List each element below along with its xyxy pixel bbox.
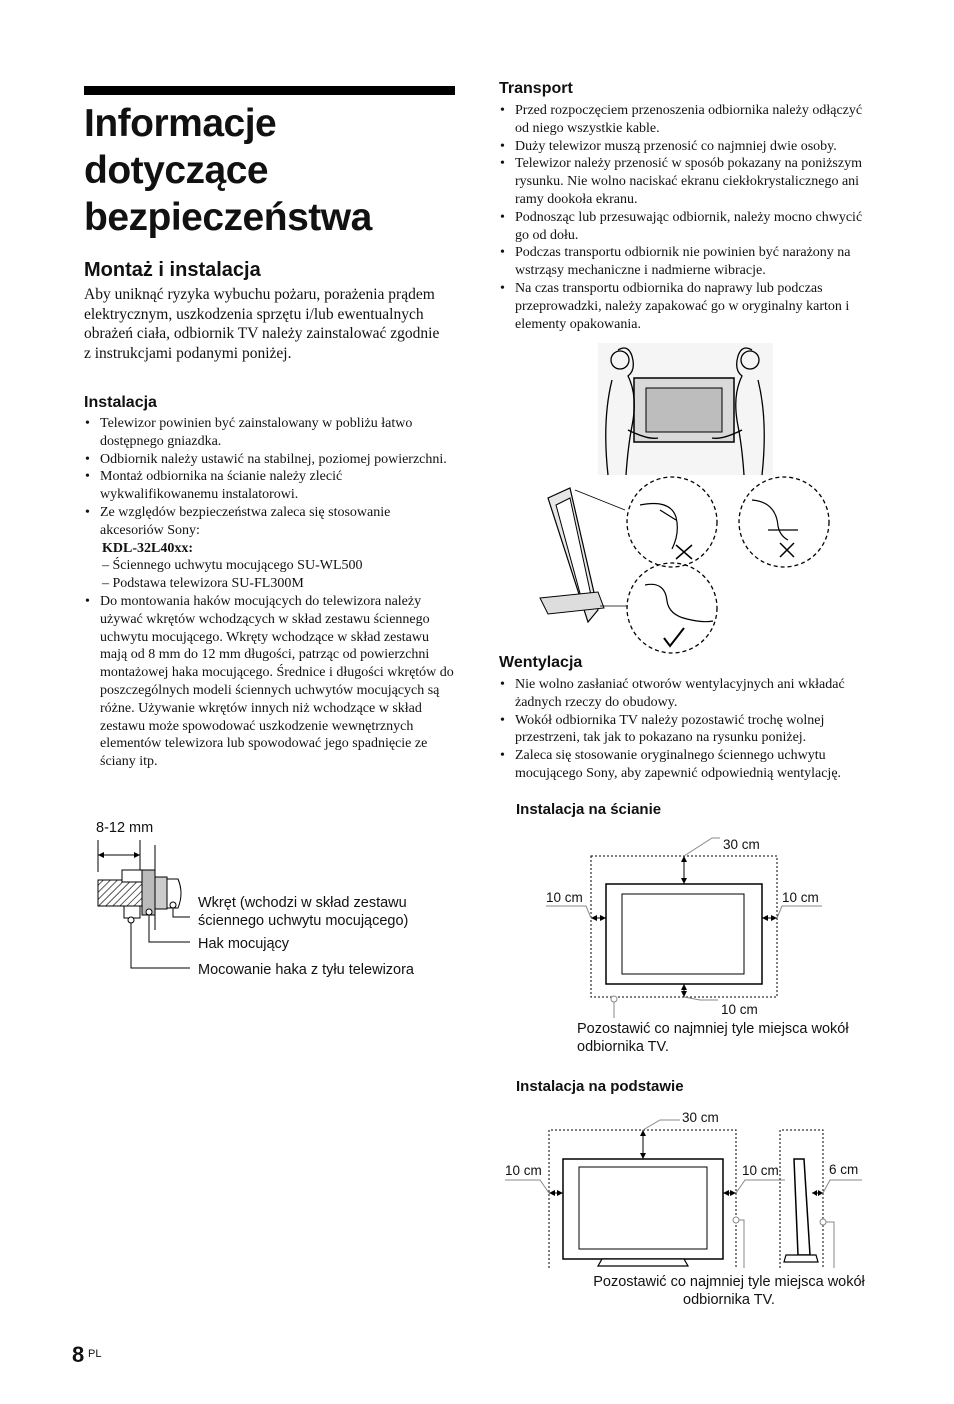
list-item: • Podczas transportu odbiornik nie powinien być narażony na wstrząsy mechaniczne i nadmierne wibracje.	[499, 244, 874, 280]
list-item: • Telewizor powinien być zainstalowany w pobliżu łatwo dostępnego gniazdka.	[84, 415, 456, 451]
montaz-intro: Aby uniknąć ryzyka wybuchu pożaru, porażenia prądem elektrycznym, uszkodzenia sprzętu i/lub ewentualnych obrażeń ciała, odbiornik TV należy zainstalować zgodnie z instrukcjami podanymi poniżej.	[84, 286, 440, 362]
list-item: • Ze względów bezpieczeństwa zaleca się stosowanie akcesoriów Sony:	[84, 504, 456, 540]
wall-right-clearance: 10 cm	[782, 890, 819, 905]
section-heading-montaz: Montaż i instalacja	[84, 259, 261, 281]
stand-caption: Pozostawić co najmniej tyle miejsca wokół odbiornika TV.	[593, 1274, 865, 1308]
list-item: • Wokół odbiornika TV należy pozostawić trochę wolnej przestrzeni, tak jak to pokazano na rysunku poniżej.	[499, 712, 874, 748]
subheading-transport: Transport	[499, 80, 573, 97]
stand-side-clearance: 6 cm	[829, 1162, 859, 1177]
language-code: PL	[88, 1348, 102, 1360]
stand-top-clearance: 30 cm	[682, 1110, 719, 1125]
hook-mount-label: Mocowanie haka z tyłu telewizora	[198, 962, 414, 978]
stand-left-clearance: 10 cm	[505, 1163, 542, 1178]
subheading-instalacja: Instalacja	[84, 394, 157, 411]
list-item: • Duży telewizor muszą przenosić co najmniej dwie osoby.	[499, 138, 874, 156]
list-item: • Montaż odbiornika na ścianie należy zlecić wykwalifikowanemu instalatorowi.	[84, 468, 456, 504]
wall-bottom-clearance: 10 cm	[721, 1002, 758, 1017]
list-item: • Odbiornik należy ustawić na stabilnej, poziomej powierzchni.	[84, 451, 456, 469]
list-item: • Zaleca się stosowanie oryginalnego ściennego uchwytu mocującego Sony, aby zapewnić odpowiednią wentylację.	[499, 747, 874, 783]
accessory-item: – Ściennego uchwytu mocującego SU-WL500	[102, 558, 363, 574]
hook-label: Hak mocujący	[198, 936, 290, 952]
wall-left-clearance: 10 cm	[546, 890, 583, 905]
page-number: 8	[72, 1342, 85, 1367]
wall-caption: Pozostawić co najmniej tyle miejsca wokół odbiornika TV.	[577, 1021, 849, 1055]
heading-wall-install: Instalacja na ścianie	[516, 801, 662, 818]
model-number: KDL-32L40xx:	[102, 540, 193, 556]
screw-dimension-label: 8-12 mm	[96, 820, 154, 836]
page-title: Informacje dotyczące bezpieczeństwa	[84, 102, 372, 239]
list-item: • Do montowania haków mocujących do telewizora należy używać wkrętów wchodzących w skład zestawu ściennego uchwytu mocującego. Wkręty wchodzące w skład zestawu mają od 8 mm do 12 mm długości, patrząc od powierzchni montażowej haka mocującego. Średnice i długości wkrętów do poszczególnych modeli ściennych uchwytów mocujących są różne. Używanie wkrętów innych niż wchodzące w skład zestawu może spowodować uszkodzenie wewnętrznych elementów telewizora lub spowodować jego spadnięcie ze ściany itp.	[84, 593, 456, 771]
list-item: • Telewizor należy przenosić w sposób pokazany na poniższym rysunku. Nie wolno naciskać ekranu ciekłokrystalicznego ani ramy dookoła ekranu.	[499, 155, 874, 208]
list-item: • Na czas transportu odbiornika do naprawy lub podczas przeprowadzki, należy zapakować go w oryginalny karton i elementy opakowania.	[499, 280, 874, 333]
list-item: • Przed rozpoczęciem przenoszenia odbiornika należy odłączyć od niego wszystkie kable.	[499, 102, 874, 138]
stand-right-clearance: 10 cm	[742, 1163, 779, 1178]
accessory-item: – Podstawa telewizora SU-FL300M	[102, 576, 304, 592]
heading-stand-install: Instalacja na podstawie	[516, 1078, 684, 1095]
screw-label: Wkręt (wchodzi w skład zestawu ściennego uchwytu mocującego)	[198, 895, 409, 929]
subheading-wentylacja: Wentylacja	[499, 654, 583, 671]
wall-top-clearance: 30 cm	[723, 837, 760, 852]
list-item: • Podnosząc lub przesuwając odbiornik, należy mocno chwycić go od dołu.	[499, 209, 874, 245]
list-item: • Nie wolno zasłaniać otworów wentylacyjnych ani wkładać żadnych rzeczy do obudowy.	[499, 676, 874, 712]
